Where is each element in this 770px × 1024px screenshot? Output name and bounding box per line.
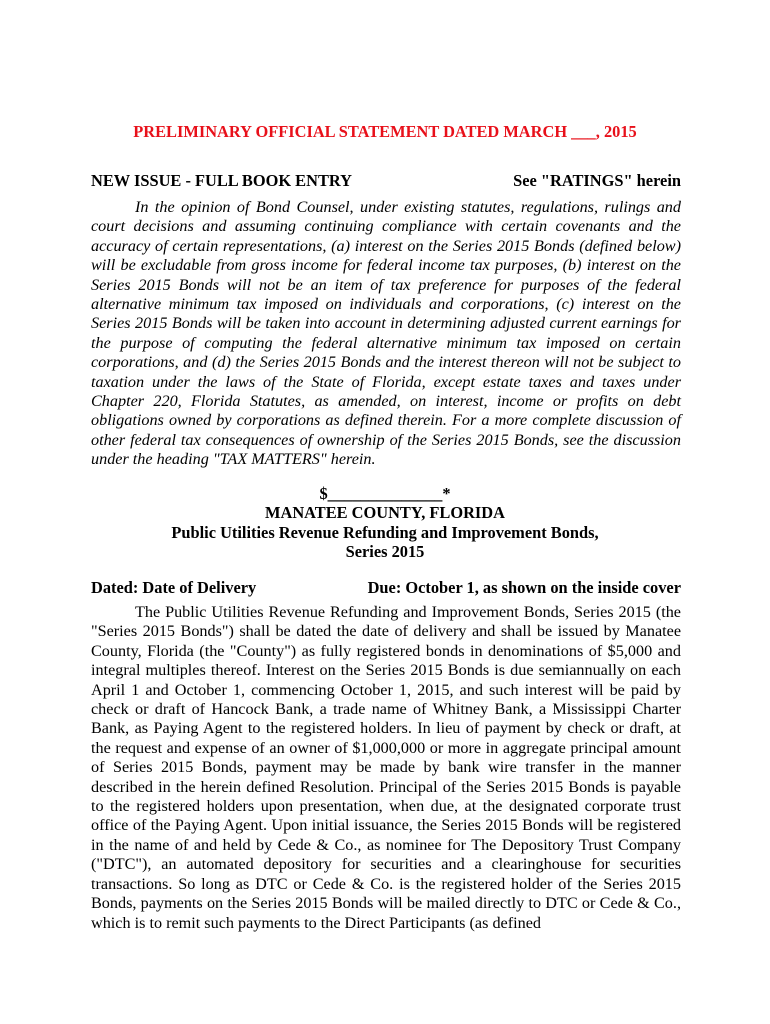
body-paragraph: The Public Utilities Revenue Refunding and Improvement Bonds, Series 2015 (the "Series 2015 Bonds") shall be dated the date of delivery and shall be issued by Manatee County, Florida (the "County") as fully registered bonds in denominations of $5,000 and integral multiples thereof. Interest on the Series 2015 Bonds is due semiannually on each April 1 and October 1, commencing October 1, 2015, and such interest will be paid by check or draft of Hancock Bank, a trade name of Whitney Bank, a Mississippi Charter Bank, as Paying Agent to the registered holders. In lieu of payment by check or draft, at the request and expense of an owner of $1,000,000 or more in aggregate principal amount of Series 2015 Bonds, payment may be made by bank wire transfer in the manner described in the herein defined Resolution. Principal of the Series 2015 Bonds is payable to the registered holders upon presentation, when due, at the designated corporate trust office of the Paying Agent. Upon initial issuance, the Series 2015 Bonds will be registered in the name of and held by Cede & Co., as nominee for The Depository Trust Company ("DTC"), an automated depository for securities and a clearinghouse for securities transactions. So long as DTC or Cede & Co. is the registered holder of the Series 2015 Bonds, payments on the Series 2015 Bonds will be mailed directly to DTC or Cede & Co., which is to remit such payments to the Direct Participants (as defined (91, 603, 681, 932)
bond-title-block (0, 484, 770, 562)
issue-info-row (91, 171, 681, 191)
bond-series: Series 2015 (345, 542, 425, 562)
bond-amount: $______________* (319, 484, 451, 503)
issuer-name: MANATEE COUNTY, FLORIDA (265, 503, 505, 523)
ratings-reference: See "RATINGS" herein (513, 171, 681, 190)
preliminary-statement-title: PRELIMINARY OFFICIAL STATEMENT DATED MARCH ___, 2015 (133, 122, 637, 141)
bond-counsel-opinion: In the opinion of Bond Counsel, under existing statutes, regulations, rulings and court decisions and assuming continuing compliance with certain covenants and the accuracy of certain representations, (a) interest on the Series 2015 Bonds (defined below) will be excludable from gross income for federal income tax purposes, (b) interest on the Series 2015 Bonds will not be an item of tax preference for purposes of the federal alternative minimum tax imposed on individuals and corporations, (c) interest on the Series 2015 Bonds will be taken into account in determining adjusted current earnings for the purpose of computing the federal alternative minimum tax imposed on certain corporations, and (d) the Series 2015 Bonds and the interest thereon will not be subject to taxation under the laws of the State of Florida, except estate taxes and taxes under Chapter 220, Florida Statutes, as amended, on interest, income or profits on debt obligations owned by corporations as defined therein. For a more complete discussion of other federal tax consequences of ownership of the Series 2015 Bonds, see the discussion under the heading "TAX MATTERS" herein. (91, 198, 681, 469)
dates-row (91, 578, 681, 598)
dated-label: Dated: Date of Delivery (91, 578, 257, 597)
new-issue-label: NEW ISSUE - FULL BOOK ENTRY (91, 171, 352, 190)
due-label: Due: October 1, as shown on the inside cover (367, 578, 681, 597)
bond-name: Public Utilities Revenue Refunding and Improvement Bonds, (171, 522, 599, 542)
